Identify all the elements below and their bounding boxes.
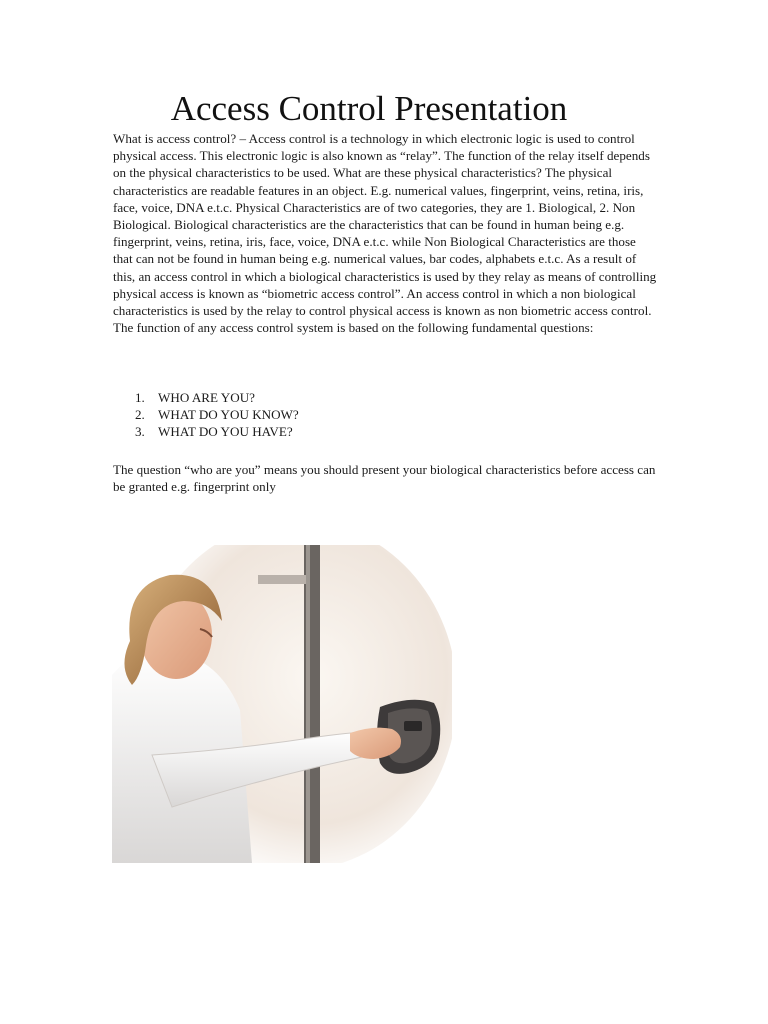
list-item-text: WHAT DO YOU HAVE?: [158, 424, 293, 440]
list-item-number: 2.: [135, 407, 145, 423]
list-item-number: 3.: [135, 424, 145, 440]
list-item-number: 1.: [135, 390, 145, 405]
list-item-text: WHAT DO YOU KNOW?: [158, 407, 299, 423]
closing-paragraph: The question “who are you” means you should present your biological characteristics before access can be granted e.g. fingerprint only: [113, 462, 656, 495]
door-rail: [258, 575, 306, 584]
intro-paragraph: What is access control? – Access control is a technology in which electronic logic is used to control physical access. This electronic logic is also known as “relay”. The function of the relay itself depends on the physical characteristics to be used. What are these physical characteristics? The physical characteristics are readable features in an object. E.g. numerical values, fingerprint, veins, retina, iris, face, voice, DNA e.t.c. Physical Characteristics are of two categories, they are 1. Biological, 2. Non Biological. Biological characteristics are the characteristics that can be found in human being e.g. fingerprint, veins, retina, iris, face, voice, DNA e.t.c. while Non Biological Characteristics are those that can not be found in human being e.g. numerical values, bar codes, alphabets e.t.c. As a result of this, an access control in which a biological characteristics is used by they relay as means of controlling physical access is known as “biometric access control”. An access control in which a non biological characteristics is used by the relay to control physical access is known as non biometric access control. The function of any access control system is based on the following fundamental questions:: [113, 131, 657, 336]
questions-list: [113, 389, 658, 441]
fingerprint-scanner-photo: [112, 545, 452, 863]
list-item-text: WHO ARE YOU?: [158, 390, 255, 405]
list-item: [113, 406, 658, 423]
document-title: Access Control Presentation: [170, 89, 568, 128]
list-item: [113, 423, 658, 440]
list-item: [113, 389, 658, 406]
